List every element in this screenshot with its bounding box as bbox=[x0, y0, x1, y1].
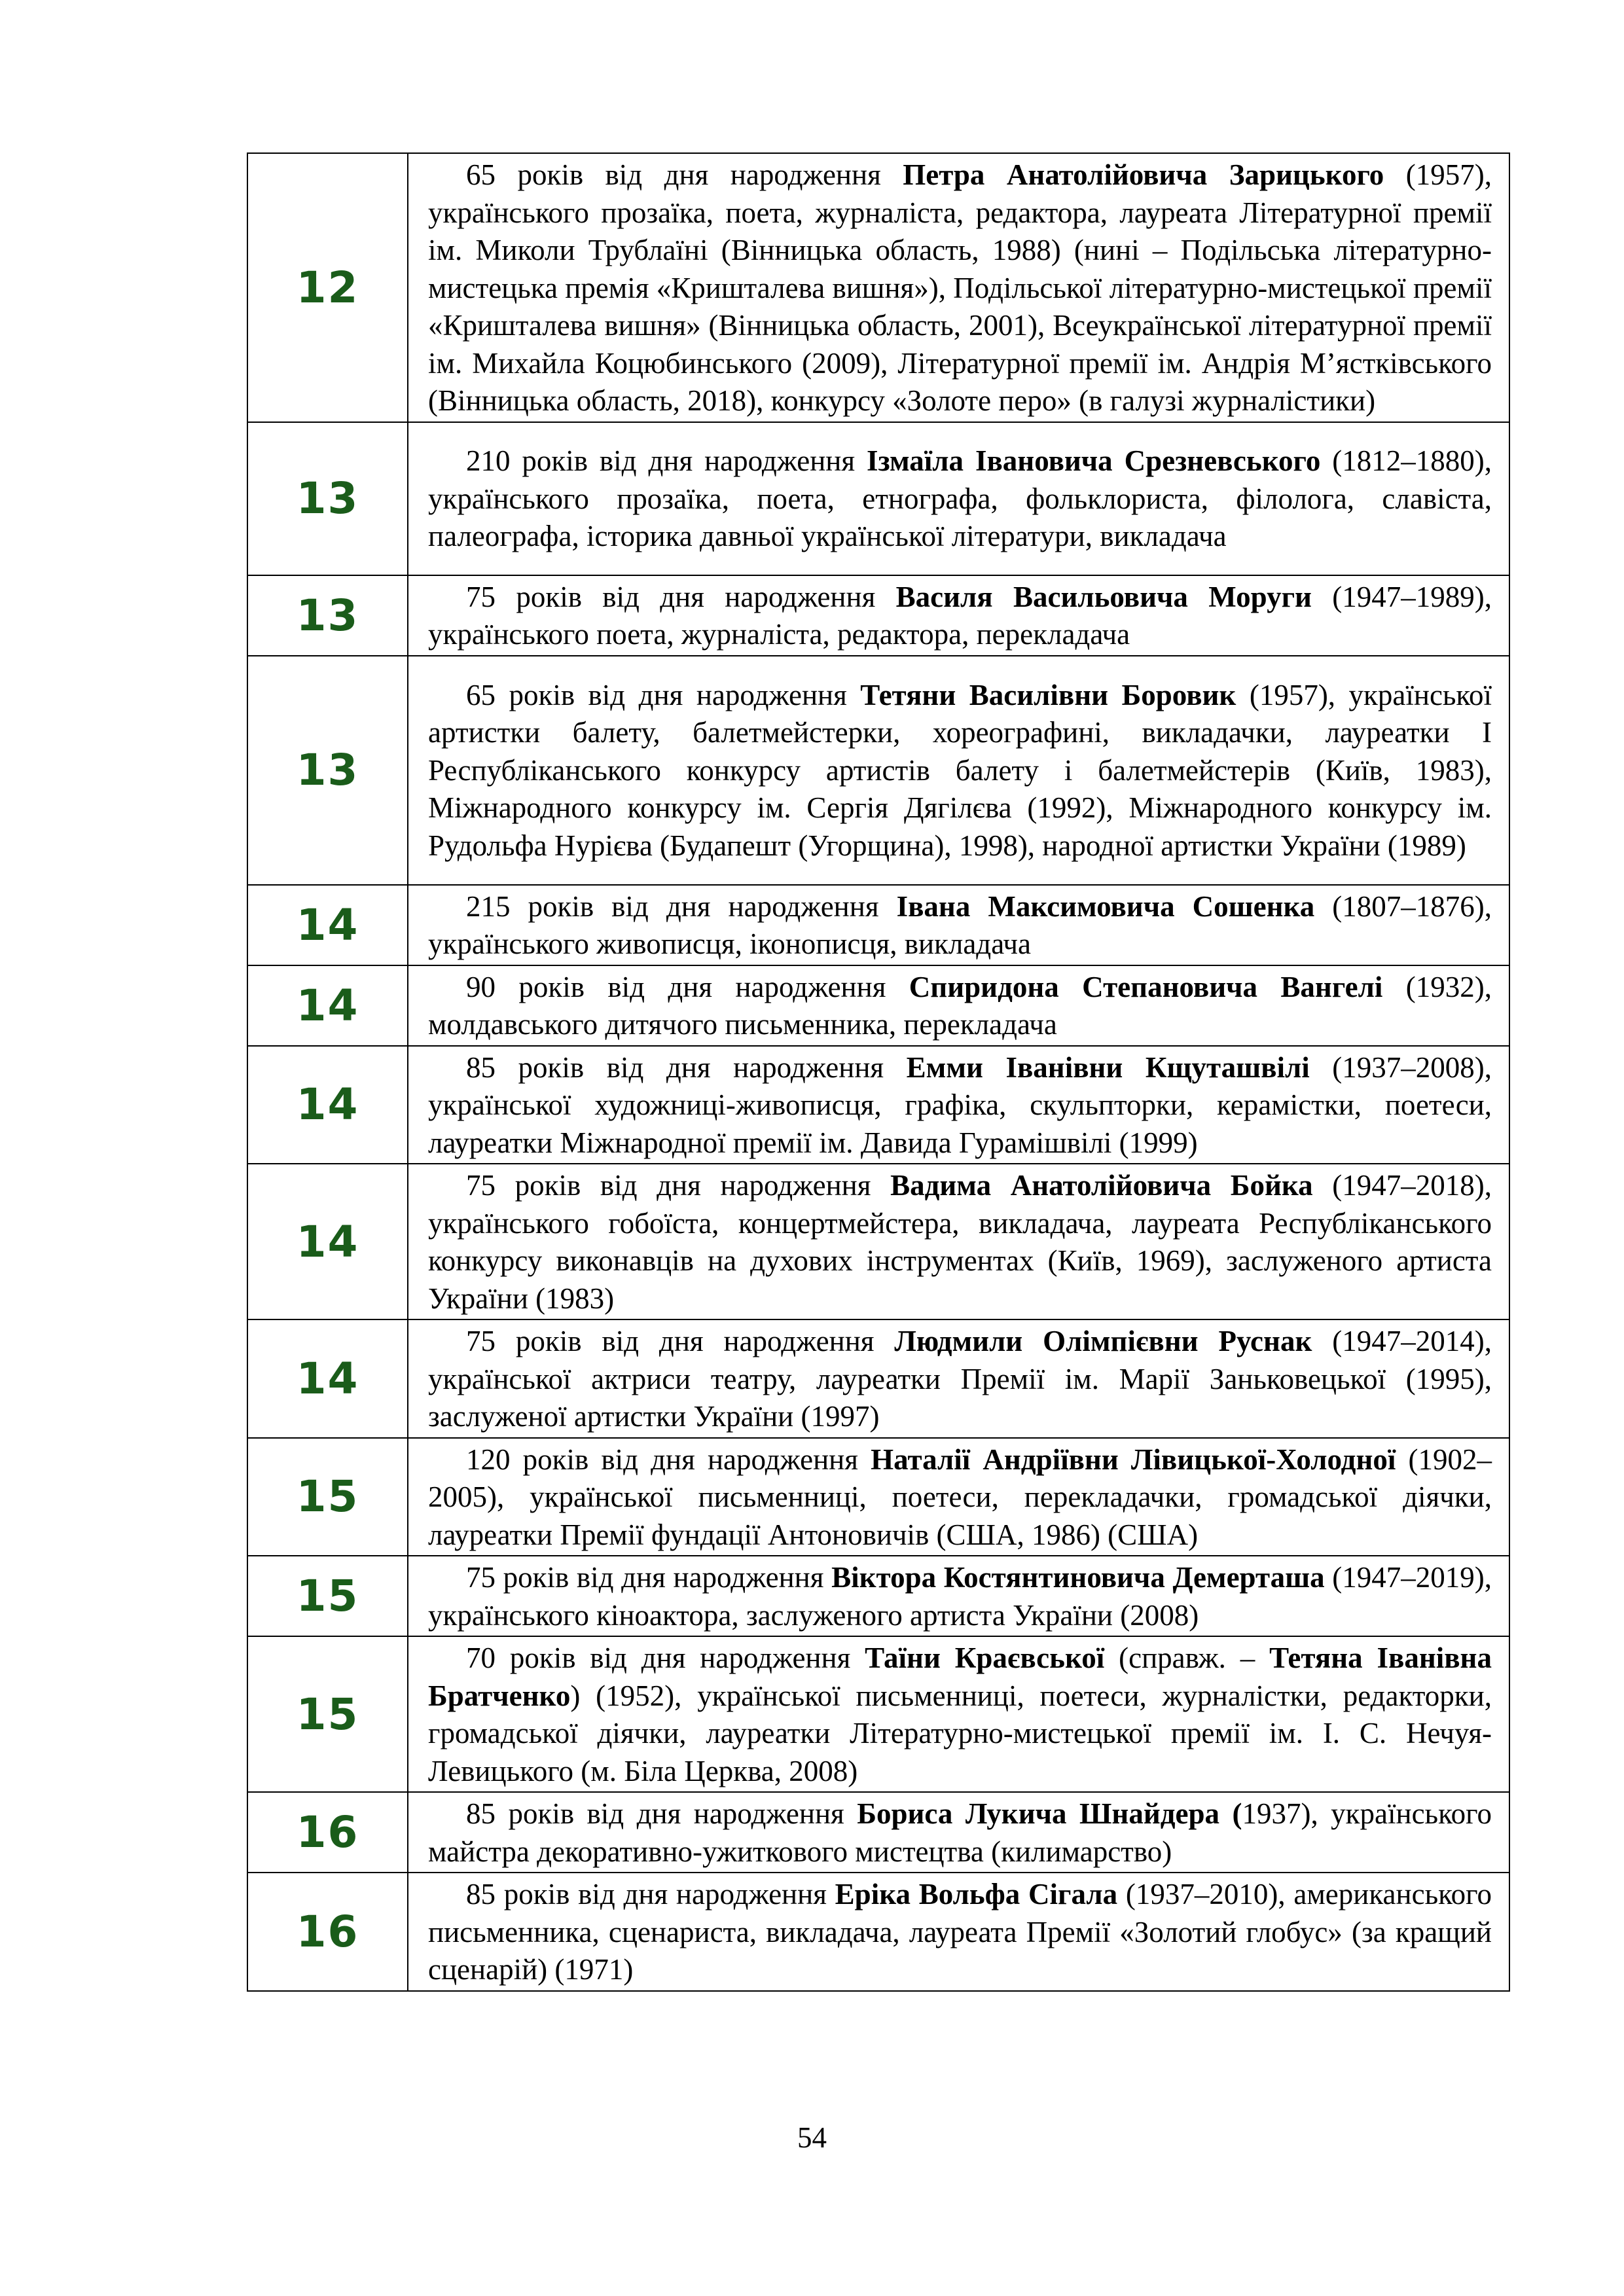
entry-cell bbox=[408, 1046, 1509, 1164]
entry-cell bbox=[408, 1556, 1509, 1636]
entry-cell bbox=[408, 1319, 1509, 1438]
day-cell: 15 bbox=[247, 1636, 408, 1792]
entry-text: 215 років від дня народження Івана Максимовича Сошенка (1807–1876), українського живописця, іконописця, викладача bbox=[428, 889, 1492, 960]
real-name: Тетяна Іванівна Братченко bbox=[428, 1641, 1492, 1712]
table-row bbox=[247, 1792, 1509, 1873]
day-cell: 14 bbox=[247, 1164, 408, 1319]
table-row bbox=[247, 1873, 1509, 1991]
table-row bbox=[247, 656, 1509, 885]
entry-text: 75 років від дня народження Василя Васильовича Моруги (1947–1989), українського поета, журналіста, редактора, перекладача bbox=[428, 580, 1492, 651]
entry-cell bbox=[408, 1164, 1509, 1319]
table-row bbox=[247, 1556, 1509, 1636]
person-name: Спиридона Степановича Вангелі bbox=[909, 970, 1383, 1003]
page-number: 54 bbox=[797, 2121, 827, 2154]
table-row bbox=[247, 1164, 1509, 1319]
day-cell: 13 bbox=[247, 575, 408, 656]
entry-text: 65 років від дня народження Петра Анатолійовича Зарицького (1957), українського прозаїка, поета, журналіста, редактора, лауреата Літературної премії ім. Миколи Трублаїні (Вінницька область, 1988) (нині – Подільська літературно-мистецька премія «Кришталева вишня»), Подільської літературно-мистецької премії «Кришталева вишня» (Вінницька область, 2001), Всеукраїнської літературної премії ім. Михайла Коцюбинського (2009), Літературної премії ім. Андрія М’ястківського (Вінницька область, 2018), конкурсу «Золоте перо» (в галузі журналістики) bbox=[428, 158, 1492, 417]
person-name: Бориса Лукича Шнайдера ( bbox=[857, 1797, 1242, 1830]
entry-text: 85 років від дня народження Бориса Лукича Шнайдера (1937), українського майстра декоративно-ужиткового мистецтва (килимарство) bbox=[428, 1797, 1492, 1868]
entry-cell bbox=[408, 885, 1509, 965]
day-cell: 14 bbox=[247, 1046, 408, 1164]
person-name: Василя Васильовича Моруги bbox=[895, 580, 1312, 613]
day-cell: 15 bbox=[247, 1438, 408, 1556]
person-name: Наталії Андріївни Лівицької-Холодної bbox=[871, 1443, 1396, 1476]
table-row bbox=[247, 965, 1509, 1046]
day-cell: 12 bbox=[247, 153, 408, 422]
day-cell: 16 bbox=[247, 1792, 408, 1873]
table-row bbox=[247, 1046, 1509, 1164]
table-row bbox=[247, 422, 1509, 575]
entry-cell bbox=[408, 965, 1509, 1046]
person-name: Таїни Краєвської bbox=[865, 1641, 1105, 1674]
person-name: Івана Максимовича Сошенка bbox=[896, 889, 1315, 923]
entry-text: 75 років від дня народження Віктора Костянтиновича Демерташа (1947–2019), українського кіноактора, заслуженого артиста України (2008) bbox=[428, 1561, 1492, 1632]
table-row bbox=[247, 153, 1509, 422]
table-row bbox=[247, 1319, 1509, 1438]
entry-cell bbox=[408, 153, 1509, 422]
entry-text: 75 років від дня народження Людмили Олімпієвни Руснак (1947–2014), української актриси театру, лауреатки Премії ім. Марії Заньковецької (1995), заслуженої артистки України (1997) bbox=[428, 1325, 1492, 1433]
table-row bbox=[247, 575, 1509, 656]
entry-cell bbox=[408, 1792, 1509, 1873]
person-name: Віктора Костянтиновича Демерташа bbox=[831, 1561, 1325, 1594]
person-name: Вадима Анатолійовича Бойка bbox=[890, 1169, 1313, 1202]
entry-text: 210 років від дня народження Ізмаїла Івановича Срезневського (1812–1880), українського прозаїка, поета, етнографа, фольклориста, філолога, славіста, палеографа, історика давньої української літератури, викладача bbox=[428, 444, 1492, 553]
day-cell: 14 bbox=[247, 1319, 408, 1438]
table-row bbox=[247, 1438, 1509, 1556]
day-cell: 14 bbox=[247, 885, 408, 965]
entry-cell bbox=[408, 656, 1509, 885]
entry-cell bbox=[408, 1438, 1509, 1556]
person-name: Людмили Олімпієвни Руснак bbox=[894, 1325, 1312, 1357]
day-cell: 16 bbox=[247, 1873, 408, 1991]
person-name: Петра Анатолійовича Зарицького bbox=[903, 158, 1384, 191]
entry-text: 75 років від дня народження Вадима Анатолійовича Бойка (1947–2018), українського гобоїста, концертмейстера, викладача, лауреата Республіканського конкурсу виконавців на духових інструментах (Київ, 1969), заслуженого артиста України (1983) bbox=[428, 1169, 1492, 1315]
day-cell: 14 bbox=[247, 965, 408, 1046]
table-row bbox=[247, 1636, 1509, 1792]
day-cell: 13 bbox=[247, 422, 408, 575]
entry-cell bbox=[408, 1873, 1509, 1991]
person-name: Тетяни Василівни Боровик bbox=[860, 678, 1236, 711]
person-name: Еріка Вольфа Сігала bbox=[835, 1878, 1118, 1910]
entry-text: 85 років від дня народження Емми Іванівни Кщуташвілі (1937–2008), української художниці-живописця, графіка, скульпторки, керамістки, поетеси, лауреатки Міжнародної премії ім. Давида Гурамішвілі (1999) bbox=[428, 1050, 1492, 1159]
entry-text: 120 років від дня народження Наталії Андріївни Лівицької-Холодної (1902–2005), української письменниці, поетеси, перекладачки, громадської діячки, лауреатки Премії фундації Антоновичів (США, 1986) (США) bbox=[428, 1443, 1492, 1551]
person-name: Емми Іванівни Кщуташвілі bbox=[906, 1050, 1310, 1084]
entry-cell bbox=[408, 422, 1509, 575]
day-cell: 13 bbox=[247, 656, 408, 885]
entry-text: 70 років від дня народження Таїни Краєвської (справж. – Тетяна Іванівна Братченко) (1952), української письменниці, поетеси, журналістки, редакторки, громадської діячки, лауреатки Літературно-мистецької премії ім. І. С. Нечуя-Левицького (м. Біла Церква, 2008) bbox=[428, 1641, 1492, 1787]
entry-text: 90 років від дня народження Спиридона Степановича Вангелі (1932), молдавського дитячого письменника, перекладача bbox=[428, 970, 1492, 1041]
entry-text: 85 років від дня народження Еріка Вольфа Сігала (1937–2010), американського письменника, сценариста, викладача, лауреата Премії «Золотий глобус» (за кращий сценарій) (1971) bbox=[428, 1878, 1492, 1986]
entry-cell bbox=[408, 575, 1509, 656]
anniversary-table bbox=[247, 152, 1510, 1992]
entry-text: 65 років від дня народження Тетяни Василівни Боровик (1957), української артистки балету, балетмейстерки, хореографині, викладачки, лауреатки І Республіканського конкурсу артистів балету і балетмейстерів (Київ, 1983), Міжнародного конкурсу ім. Сергія Дягілєва (1992), Міжнародного конкурсу ім. Рудольфа Нурієва (Будапешт (Угорщина), 1998), народної артистки України (1989) bbox=[428, 678, 1492, 862]
table-row bbox=[247, 885, 1509, 965]
day-cell: 15 bbox=[247, 1556, 408, 1636]
entry-cell bbox=[408, 1636, 1509, 1792]
person-name: Ізмаїла Івановича Срезневського bbox=[866, 444, 1321, 478]
